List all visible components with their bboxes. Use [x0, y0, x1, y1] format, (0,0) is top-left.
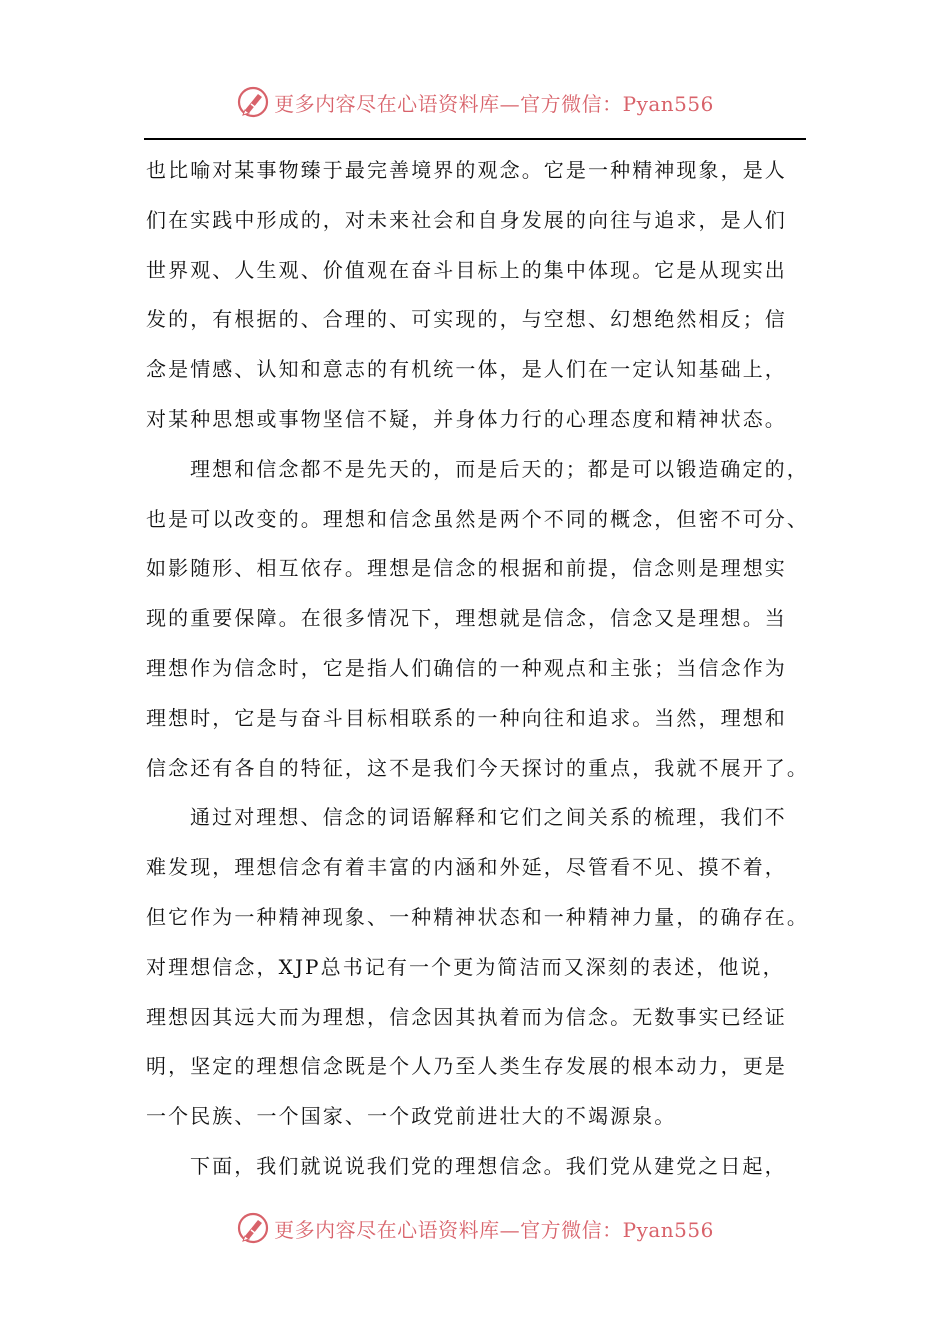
- text-line: 理想因其远大而为理想，信念因其执着而为信念。无数事实已经证: [146, 1004, 787, 1029]
- pen-seal-icon: [236, 85, 270, 119]
- text-line: 现的重要保障。在很多情况下，理想就是信念，信念又是理想。当: [146, 606, 787, 631]
- paragraph-start-line: 通过对理想、信念的词语解释和它们之间关系的梳理，我们不: [190, 805, 787, 830]
- header-banner: [0, 80, 950, 124]
- text-line: 们在实践中形成的，对未来社会和自身发展的向往与追求，是人们: [146, 207, 787, 232]
- pen-seal-icon: [236, 1211, 270, 1245]
- text-line: 发的，有根据的、合理的、可实现的，与空想、幻想绝然相反；信: [146, 307, 787, 332]
- header-banner-text: 更多内容尽在心语资料库—官方微信：Pyan556: [274, 91, 714, 116]
- text-line: 但它作为一种精神现象、一种精神状态和一种精神力量，的确存在。: [146, 904, 809, 929]
- text-line: 明，坚定的理想信念既是个人乃至人类生存发展的根本动力，更是: [146, 1054, 787, 1079]
- text-line: 对某种思想或事物坚信不疑，并身体力行的心理态度和精神状态。: [146, 406, 787, 431]
- text-line: 难发现，理想信念有着丰富的内涵和外延，尽管看不见、摸不着，: [146, 855, 787, 880]
- text-line: 也是可以改变的。理想和信念虽然是两个不同的概念，但密不可分、: [146, 506, 809, 531]
- paragraph-start-line: 理想和信念都不是先天的，而是后天的；都是可以锻造确定的，: [190, 456, 809, 481]
- text-line: 信念还有各自的特征，这不是我们今天探讨的重点，我就不展开了。: [146, 755, 809, 780]
- header-rule: [144, 138, 806, 140]
- text-line: 理想时，它是与奋斗目标相联系的一种向往和追求。当然，理想和: [146, 705, 787, 730]
- footer-banner: [0, 1206, 950, 1250]
- text-line: 一个民族、一个国家、一个政党前进壮大的不竭源泉。: [146, 1104, 677, 1129]
- paragraph-start-line: 下面，我们就说说我们党的理想信念。我们党从建党之日起，: [190, 1153, 787, 1178]
- text-line: 世界观、人生观、价值观在奋斗目标上的集中体现。它是从现实出: [146, 257, 787, 282]
- text-line: 对理想信念，XJP总书记有一个更为简洁而又深刻的表述，他说，: [146, 954, 785, 979]
- text-line: 念是情感、认知和意志的有机统一体，是人们在一定认知基础上，: [146, 357, 787, 382]
- text-line: 如影随形、相互依存。理想是信念的根据和前提，信念则是理想实: [146, 556, 787, 581]
- body-text: [146, 146, 818, 1192]
- text-line: 理想作为信念时，它是指人们确信的一种观点和主张；当信念作为: [146, 655, 787, 680]
- text-line: 也比喻对某事物臻于最完善境界的观念。它是一种精神现象，是人: [146, 158, 787, 182]
- footer-banner-text: 更多内容尽在心语资料库—官方微信：Pyan556: [274, 1217, 714, 1242]
